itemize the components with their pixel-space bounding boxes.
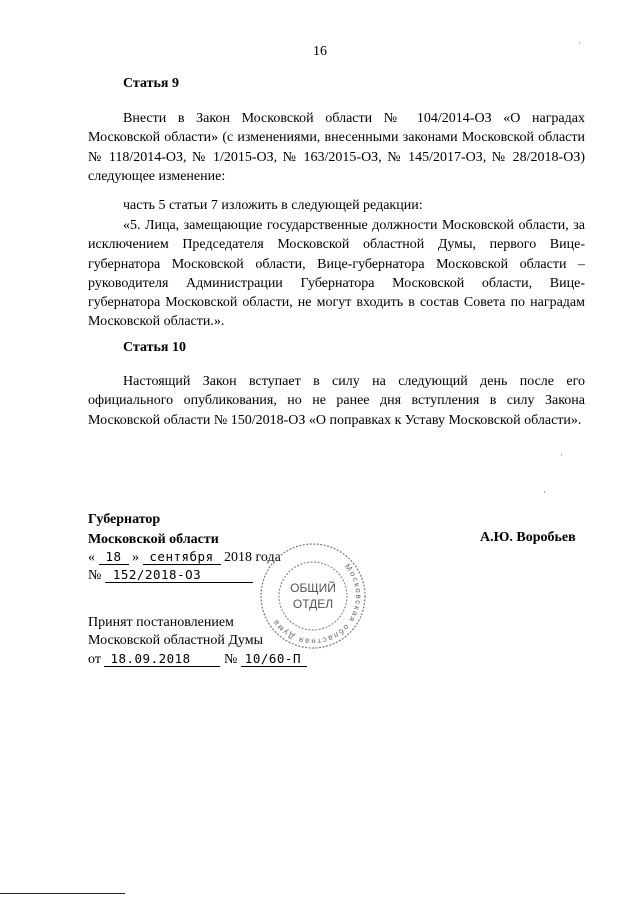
adoption-number-label: № <box>223 652 238 667</box>
date-year: 2018 года <box>224 550 281 565</box>
adoption-line-1: Принят постановлением <box>88 615 234 630</box>
law-number <box>88 567 253 584</box>
seal-stamp <box>258 541 368 651</box>
adoption-details <box>88 651 307 668</box>
bottom-rule <box>0 893 125 894</box>
governor-name: А.Ю. Воробьев <box>480 530 576 545</box>
seal-center-line-1: ОБЩИЙ <box>290 581 336 595</box>
adoption-line-2: Московской областной Думы <box>88 633 263 648</box>
article-10-heading: Статья 10 <box>123 340 186 355</box>
page-number: 16 <box>313 44 327 59</box>
adoption-date: 18.09.2018 <box>104 651 220 667</box>
law-number-label: № <box>88 568 102 583</box>
law-number-value: 152/2018-ОЗ <box>105 567 253 583</box>
signing-date <box>88 549 281 566</box>
seal-center-line-2: ОТДЕЛ <box>292 597 334 611</box>
governor-title-line-2: Московской области <box>88 532 219 547</box>
seal-ring-text: Московская областная Дума <box>270 562 364 647</box>
scan-speck: · <box>578 38 581 48</box>
article-9-paragraph-3: «5. Лица, замещающие государственные должности Московской области, за исключением Председателя Московской областной Думы, первого Вице-губернатора Московской области, Вице-губернатора Московской области – руководителя Администрации Губернатора Московской области, Вице-губернатора Московской области, не могут входить в состав Совета по наградам Московской области.». <box>88 218 585 330</box>
governor-title <box>88 510 219 550</box>
scan-speck: · <box>543 487 546 497</box>
scan-speck: · <box>560 450 563 460</box>
adoption-from-label: от <box>88 652 101 667</box>
article-9-paragraph-1: Внести в Закон Московской области № 104/2014-ОЗ «О наградах Московской области» (с изменениями, внесенными законами Московской области № 118/2014-ОЗ, № 1/2015-ОЗ, № 163/2015-ОЗ, № 145/2017-ОЗ, № 28/2018-ОЗ) следующее изменение: <box>88 111 585 184</box>
article-9-heading: Статья 9 <box>123 76 179 91</box>
date-close-quote: » <box>132 550 139 565</box>
adoption-number: 10/60-П <box>241 651 307 667</box>
date-open-quote: « <box>88 550 95 565</box>
date-month: сентября <box>143 549 221 565</box>
governor-title-line-1: Губернатор <box>88 512 161 527</box>
date-day: 18 <box>99 549 129 565</box>
article-9-paragraph-2: часть 5 статьи 7 изложить в следующей редакции: <box>123 198 423 213</box>
article-10-paragraph-1: Настоящий Закон вступает в силу на следующий день после его официального опубликования, но не ранее дня вступления в силу Закона Московской области № 150/2018-ОЗ «О поправках к Уставу Московской области». <box>88 374 585 428</box>
